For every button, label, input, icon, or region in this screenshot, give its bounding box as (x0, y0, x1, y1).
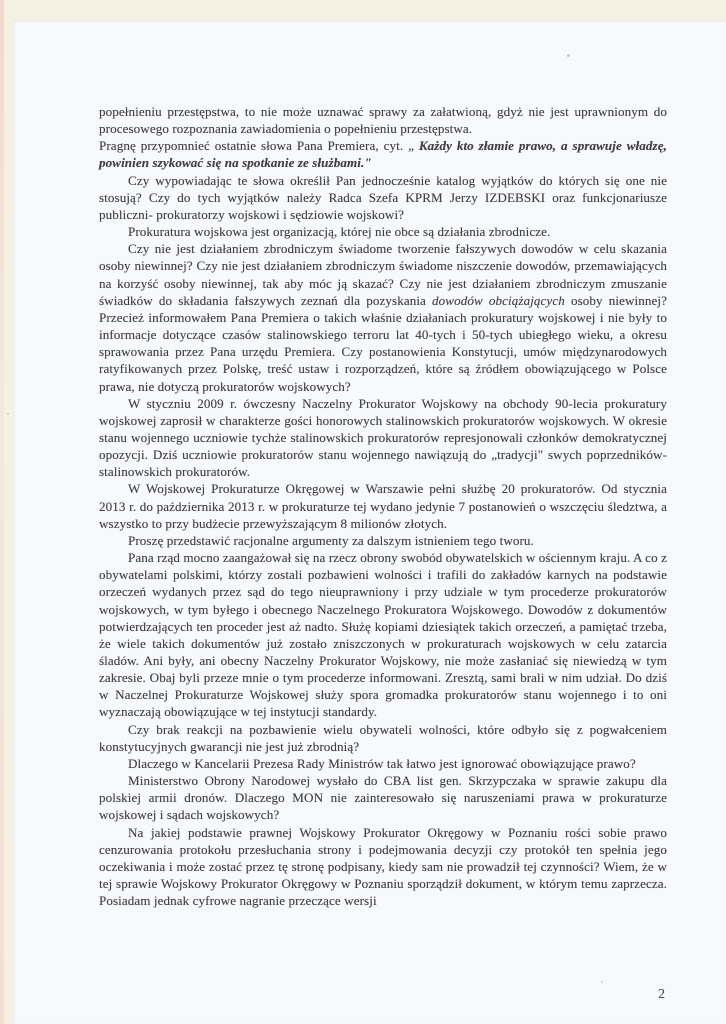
paragraph-lack-of-reaction (99, 721, 667, 755)
italic-emphasis: dowodów obciążających (432, 292, 565, 308)
text-run: Prokuratura wojskowa jest organizacją, której nie obce są działania zbrodnicze. (128, 224, 551, 240)
text-run: Czy wypowiadając te słowa określił Pan jednocześnie katalog wyjątków do których się one nie stosują? Czy do tych wyjątków należy Radca Szefa KPRM Jerzy IZDEBSKI oraz funkcjonariusze publiczni- prokuratorzy wojskowi i sędziowie wojskowi? (99, 172, 667, 222)
text-run: popełnieniu przestępstwa, to nie może uznawać sprawy za załatwioną, gdyż nie jest uprawnionym do procesowego rozpoznania zawiadomienia o popełnieniu przestępstwa. (99, 104, 667, 137)
page-number: 2 (658, 986, 665, 1001)
letter-body (99, 103, 667, 909)
paragraph-civil-liberties (99, 549, 667, 721)
text-run: osoby niewinnej? Przecież informowałem Pana Premiera o takich właśnie działaniach prokuratury wojskowej i nie były to informacje dotyczące czasów stalinowskiego terroru lat 40-tych i 50-tych ubiegłego wieku, a okresu sprawowania przez Pana urzędu Premiera. Czy postanowienia Konstytucji, umów międzynarodowych ratyfikowanych przez Polskę, treść ustaw i rozporządzeń, które są źródłem obowiązującego w Polsce prawa, nie dotyczą prokuratorów wojskowych? (99, 292, 667, 394)
text-run: Pana rząd mocno zaangażował się na rzecz obrony swobód obywatelskich w ościennym kraju. A co z obywatelami polskimi, którzy zostali pozbawieni wolności i trafili do zakładów karnych na podstawie orzeczeń wydanych przez sąd do tego nieuprawniony i przy udziale w tym procederze prokuratorów wojskowych, w tym byłego i obecnego Naczelnego Prokuratora Wojskowego. Dowodów z dokumentów potwierdzających ten proceder jest aż nadto. Służę kopiami dziesiątek takich orzeczeń, a pamiętać trzeba, że wiele takich dokumentów już zostało zniszczonych w prokuraturach wojskowych w celu zatarcia śladów. Ani były, ani obecny Naczelny Prokurator Wojskowy, nie może zasłaniać się niewiedzą w tym zakresie. Obaj byli przeze mnie o tym procederze informowani. Zresztą, sami brali w nim udział. Do dziś w Naczelnej Prokuraturze Wojskowej służy spora gromadka prokuratorów stanu wojennego i to oni wyznaczają obowiązujące w tej instytucji standardy. (99, 550, 667, 720)
paragraph-criminal-actions (99, 240, 667, 394)
text-run: Pragnę przypomnieć ostatnie słowa Pana Premiera, cyt. „ (99, 138, 419, 154)
scan-speck (7, 413, 9, 415)
text-run: W styczniu 2009 r. ówczesny Naczelny Prokurator Wojskowy na obchody 90-lecia prokuratury wojskowej zaprosił w charakterze gości honorowych stalinowskich prokuratorów wojskowych. W okresie stanu wojennego uczniowie tychże stalinowskich prokuratorów represjonowali członków demokratycznej opozycji. Dziś uczniowie prokuratorów stanu wojennego nawiązują do „tradycji" swych poprzedników-stalinowskich prokuratorów. (99, 395, 667, 480)
scan-edge-artifact (0, 0, 4, 1024)
text-run: Proszę przedstawić racjonalne argumenty za dalszym istnieniem tego tworu. (128, 532, 534, 548)
paragraph-continuation (99, 103, 667, 137)
text-run: Dlaczego w Kancelarii Prezesa Rady Ministrów tak łatwo jest ignorować obowiązujące prawo? (128, 755, 636, 771)
text-run: Czy brak reakcji na pozbawienie wielu obywateli wolności, które odbyło się z pogwałceniem konstytucyjnych gwarancji nie jest już zbrodnią? (99, 721, 667, 754)
quote-emphasis: Każdy kto złamie prawo, a sprawuje władzę, powinien szykować się na spotkanie ze służbami." (99, 138, 667, 171)
paragraph-2009-anniversary (99, 395, 667, 481)
paragraph-warsaw-prosecutors (99, 480, 667, 531)
paragraph-mon-drones (99, 772, 667, 823)
paragraph-premier-words (99, 137, 667, 171)
paragraph-prosecution-statement (99, 223, 667, 240)
text-run: Na jakiej podstawie prawnej Wojskowy Prokurator Okręgowy w Poznaniu rości sobie prawo cenzurowania protokołu przesłuchania strony i podejmowania decyzji czy protokół ten spełnia jego oczekiwania i może zostać przez tę stronę podpisany, kiedy sam nie prowadził tej czynności? Wiem, że w tej sprawie Wojskowy Prokurator Okręgowy w Poznaniu sporządził dokument, w którym temu zaprzecza. Posiadam jednak cyfrowe nagranie przeczące wersji (99, 824, 667, 909)
paragraph-rational-arguments (99, 532, 667, 549)
text-run: Czy nie jest działaniem zbrodniczym świadome tworzenie fałszywych dowodów w celu skazania osoby niewinnej? Czy nie jest działaniem zbrodniczym świadome niszczenie dowodów, przemawiających na korzyść osoby niewinnej, tak aby móc ją skazać? Czy nie jest działaniem zbrodniczym zmuszanie świadków do składania fałszywych zeznań dla pozyskania (99, 241, 667, 308)
paragraph-chancellery-question (99, 755, 667, 772)
document-page (13, 20, 726, 1024)
text-run: Ministerstwo Obrony Narodowej wysłało do CBA list gen. Skrzypczaka w sprawie zakupu dla polskiej armii dronów. Dlaczego MON nie zainteresowało się naruszeniami prawa w prokuraturze wojskowej i sądach wojskowych? (99, 773, 667, 823)
text-run: W Wojskowej Prokuraturze Okręgowej w Warszawie pełni służbę 20 prokuratorów. Od stycznia 2013 r. do października 2013 r. w prokuraturze tej wydano jedynie 7 postanowień o wszczęciu śledztwa, a wszystko to przy budżecie przewyższającym 8 milionów złotych. (99, 481, 667, 531)
paragraph-poznan-prosecutor (99, 824, 667, 910)
paragraph-question-exceptions (99, 172, 667, 223)
